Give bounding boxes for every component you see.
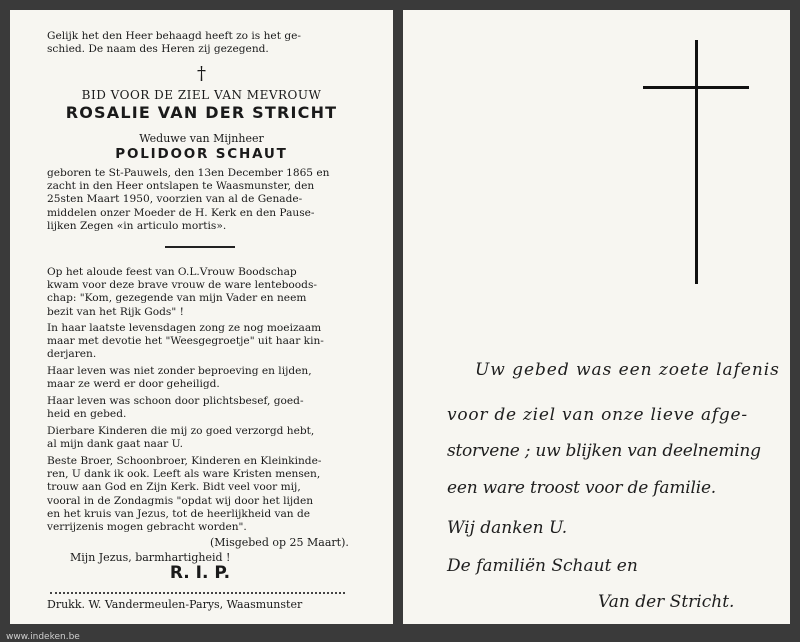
dotted-divider	[50, 592, 345, 594]
paragraph-line: Haar leven was niet zonder beproeving en lijden,	[47, 365, 312, 377]
family-line-1: De familiën Schaut en	[447, 556, 638, 576]
memorial-card-left	[10, 10, 393, 624]
paragraph-family	[47, 455, 352, 534]
widow-of-label: Weduwe van Mijnheer	[139, 132, 264, 145]
paragraph-line: vooral in de Zondagmis "opdat wij door het lijden	[47, 494, 314, 507]
bio-line: zacht in den Heer ontslapen te Waasmunster, den	[47, 180, 315, 193]
paragraph-line: verrijzenis mogen gebracht worden".	[47, 521, 247, 534]
cross-icon: †	[197, 63, 206, 84]
paragraph-line: heid en gebed.	[47, 408, 127, 421]
bio-line: geboren te St-Pauwels, den 13en December 1865 en	[47, 167, 330, 179]
printer-credit: Drukk. W. Vandermeulen-Parys, Waasmunster	[47, 598, 303, 611]
watermark: www.indeken.be	[6, 632, 80, 642]
deceased-name: ROSALIE VAN DER STRICHT	[65, 103, 338, 122]
paragraph-line: chap: "Kom, gezegende van mijn Vader en neem	[47, 292, 307, 305]
paragraph-line: Op het aloude feest van O.L.Vrouw Boodschap	[47, 266, 297, 278]
paragraph-line: trouw aan God en Zijn Kerk. Bidt veel voor mij,	[47, 481, 301, 494]
paragraph-line: derjaren.	[47, 348, 97, 361]
rip-initials: R. I. P.	[169, 563, 231, 583]
paragraph-line: Dierbare Kinderen die mij zo goed verzorgd hebt,	[47, 425, 315, 437]
opening-verse	[47, 30, 347, 56]
paragraph-annunciation	[47, 266, 352, 319]
paragraph-line: al mijn dank gaat naar U.	[47, 438, 183, 451]
divider	[165, 246, 235, 248]
paragraph-suffering	[47, 365, 352, 391]
paragraph-line: maar met devotie het "Weesgegroetje" uit haar kin-	[47, 335, 324, 348]
paragraph-last-days	[47, 322, 352, 362]
paragraph-line: bezit van het Rijk Gods" !	[47, 305, 184, 318]
paragraph-duty	[47, 395, 352, 421]
paragraph-line: ren, U dank ik ook. Leeft als ware Kristen mensen,	[47, 468, 321, 481]
message-line: storvene ; uw blijken van deelneming	[447, 441, 761, 461]
misgebed-note: (Misgebed op 25 Maart).	[210, 536, 349, 549]
cross-icon-horizontal	[643, 86, 749, 89]
paragraph-line: Haar leven was schoon door plichtsbesef, goed-	[47, 395, 304, 407]
jesus-prayer: Mijn Jezus, barmhartigheid !	[70, 551, 231, 564]
pray-heading: BID VOOR DE ZIEL VAN MEVROUW	[81, 88, 322, 102]
message-line: een ware troost voor de familie.	[447, 478, 717, 498]
bio-line: 25sten Maart 1950, voorzien van al de Genade-	[47, 193, 303, 206]
thanks-line: Wij danken U.	[447, 518, 568, 538]
opening-line-1: Gelijk het den Heer behaagd heeft zo is het ge-	[47, 30, 301, 42]
paragraph-line: kwam voor deze brave vrouw de ware lenteboods-	[47, 279, 317, 292]
biography	[47, 167, 352, 233]
paragraph-line: In haar laatste levensdagen zong ze nog moeizaam	[47, 322, 322, 334]
paragraph-line: Beste Broer, Schoonbroer, Kinderen en Kleinkinde-	[47, 455, 322, 467]
paragraph-line: maar ze werd er door geheiligd.	[47, 378, 220, 391]
husband-name: POLIDOOR SCHAUT	[115, 146, 288, 162]
bio-line: lijken Zegen «in articulo mortis».	[47, 219, 227, 232]
message-line: Uw gebed was een zoete lafenis	[475, 360, 780, 380]
bio-line: middelen onzer Moeder de H. Kerk en den Pause-	[47, 206, 315, 219]
paragraph-line: en het kruis van Jezus, tot de heerlijkheid van de	[47, 507, 311, 520]
cross-icon-vertical	[695, 40, 698, 284]
memorial-card-right	[403, 10, 790, 624]
paragraph-children	[47, 425, 352, 451]
opening-line-2: schied. De naam des Heren zij gezegend.	[47, 43, 269, 56]
family-line-2: Van der Stricht.	[598, 592, 735, 612]
message-line: voor de ziel van onze lieve afge-	[447, 405, 748, 425]
